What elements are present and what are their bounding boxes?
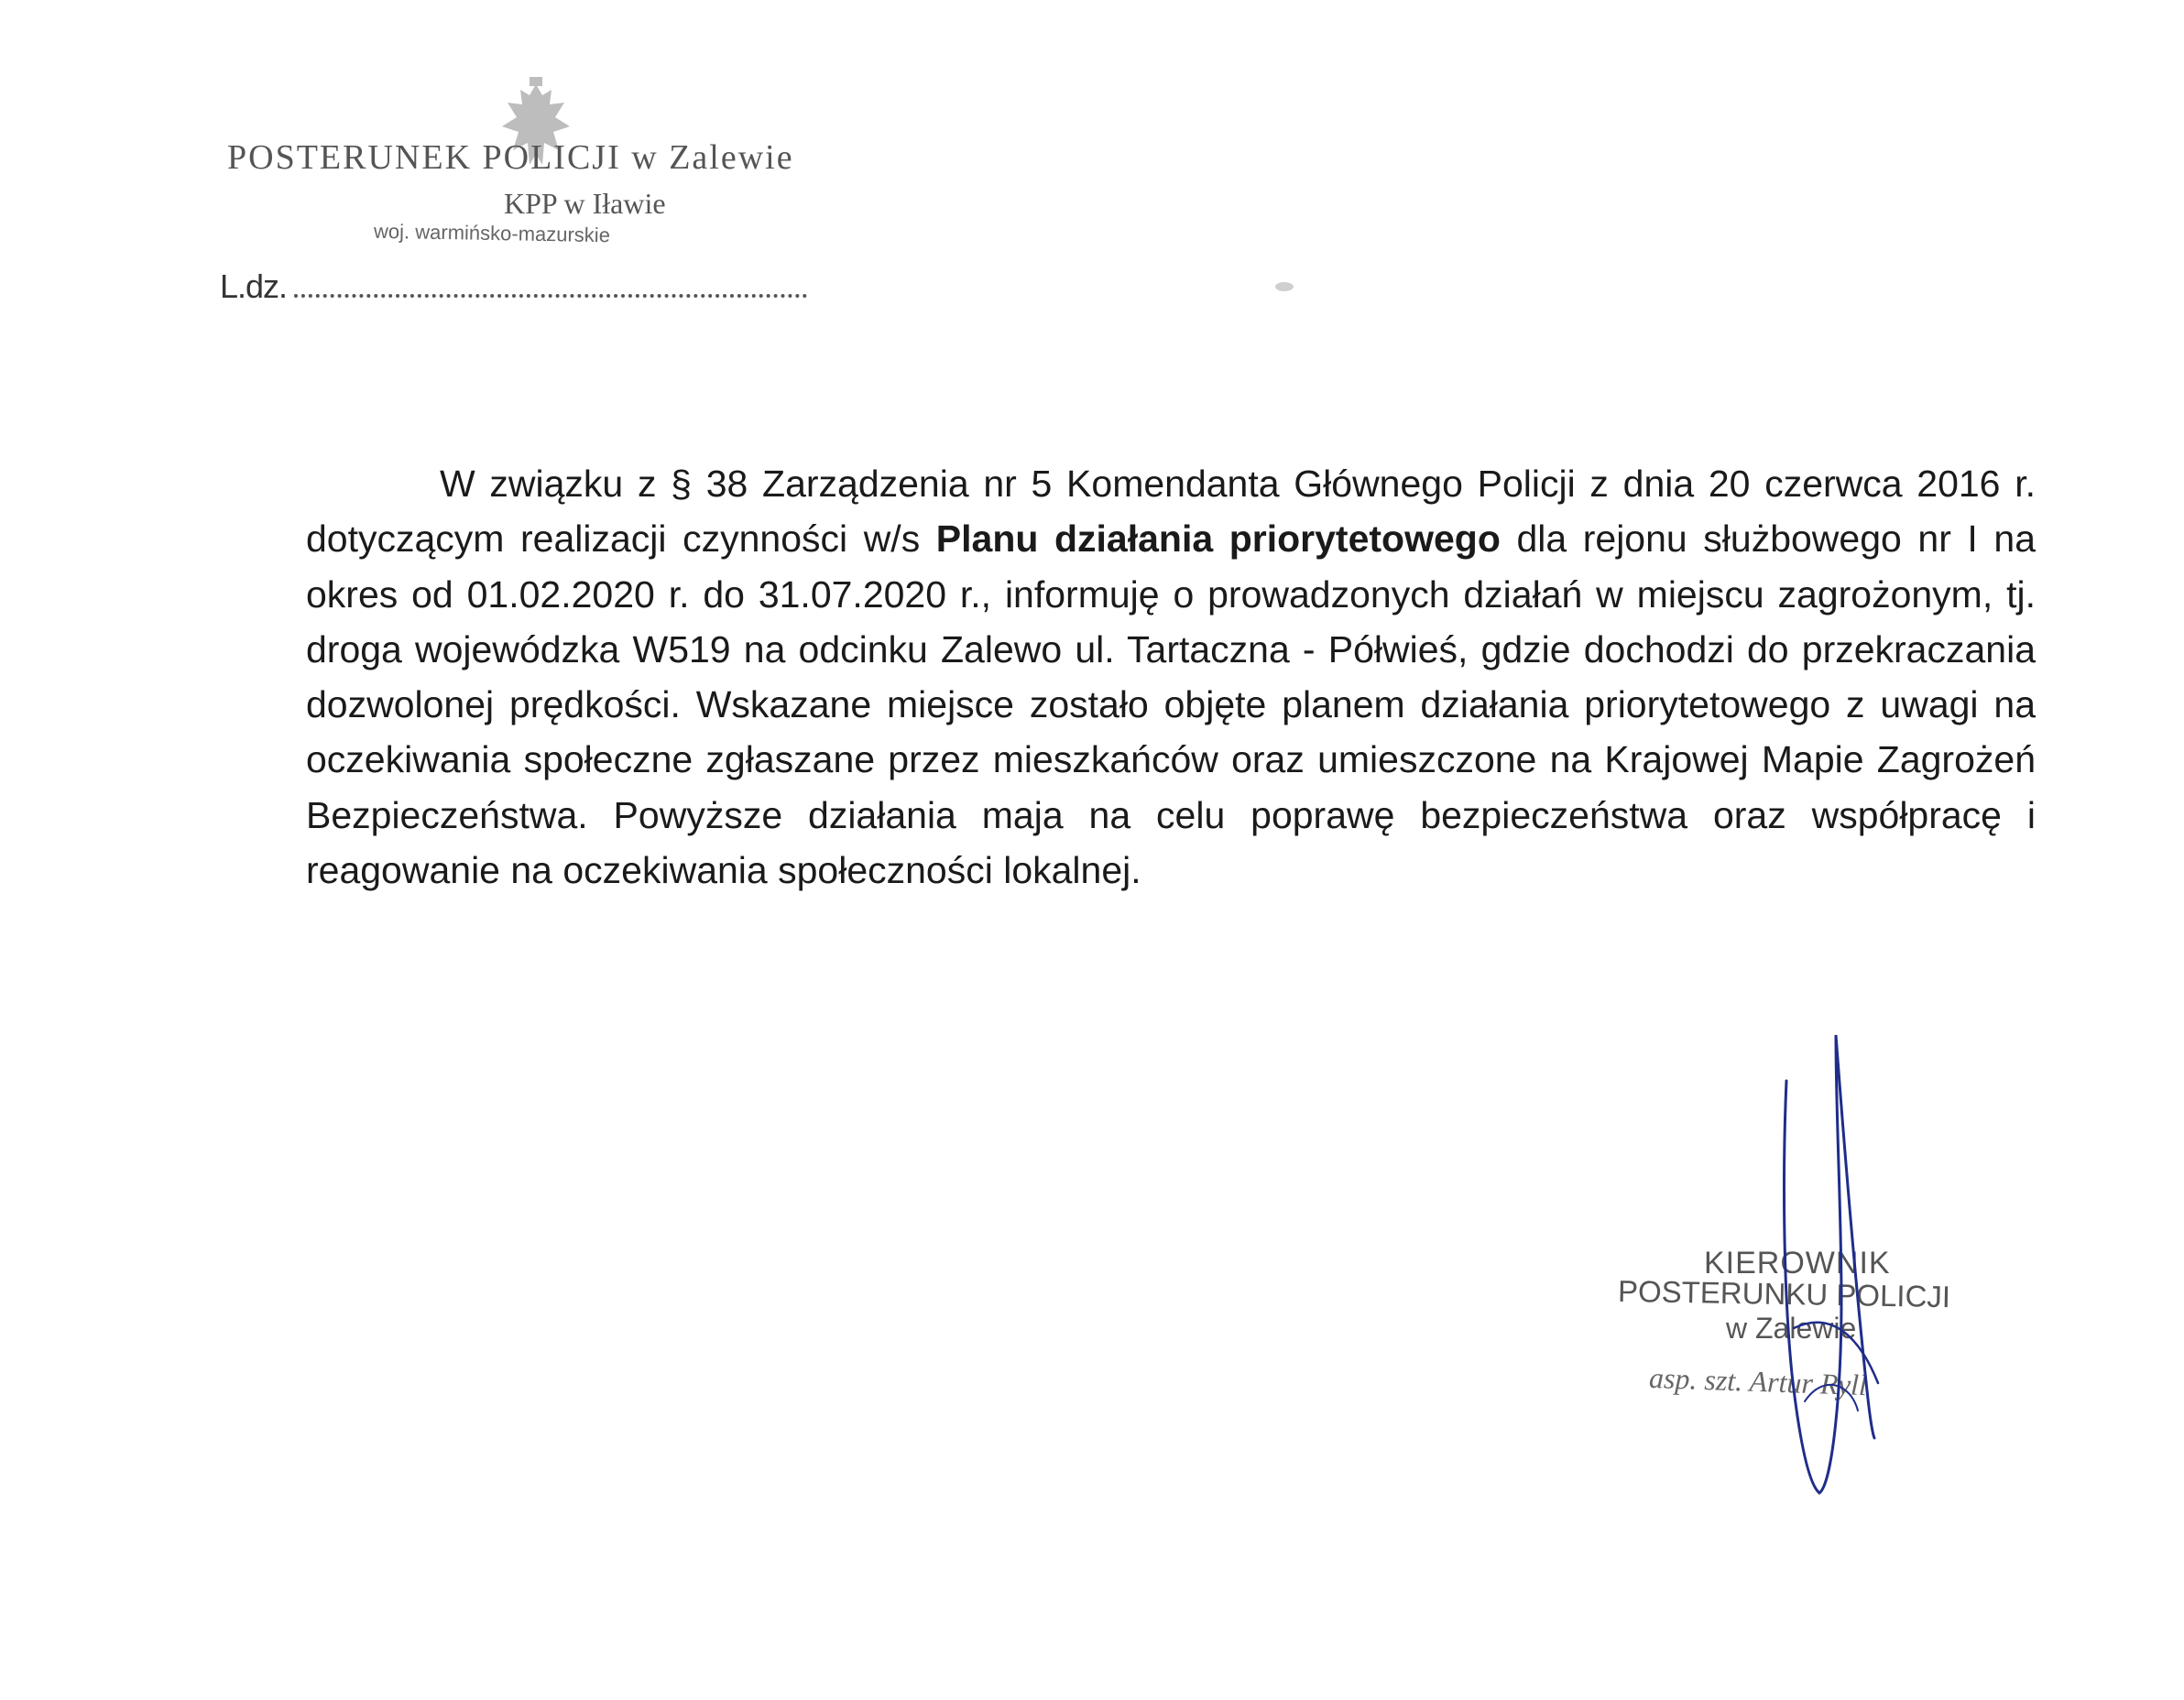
body-paragraph (306, 456, 2036, 898)
letter-body (306, 456, 2036, 898)
stamp-voivodeship: woj. warmińsko-mazurskie (373, 219, 611, 247)
body-text-bold: Planu działania priorytetowego (935, 518, 1501, 561)
body-text-part2: dla rejonu służbowego nr I na okres od 01.02.2020 r. do 31.07.2020 r., informuję o prowadzonych działań w miejscu zagrożonym, tj. droga wojewódzka W519 na odcinku Zalewo ul. Tartaczna - Półwieś, gdzie dochodzi do przekraczania dozwolonej prędkości. Wskazane miejsce zostało objęte planem działania priorytetowego z uwagi na oczekiwania społeczne zgłaszane przez mieszkańców oraz umieszczone na Krajowej Mapie Zagrożeń Bezpieczeństwa. Powyższe działania maja na celu poprawę bezpieczeństwa oraz współpracę i reagowanie na oczekiwania społeczności lokalnej. (306, 518, 2037, 892)
signature-unit: POSTERUNKU POLICJI (1617, 1273, 1951, 1314)
signature-name: asp. szt. Artur Ryll (1648, 1360, 1868, 1402)
stamp-station-name: POSTERUNEK POLICJI w Zalewie (227, 138, 794, 177)
scan-speck (1275, 282, 1294, 291)
reference-number-line (220, 267, 843, 313)
signature-title: KIEROWNIK (1704, 1246, 1891, 1280)
dotted-fill-line (294, 290, 807, 298)
signature-stamp (1612, 1008, 2034, 1502)
header-stamp (220, 77, 843, 260)
ldz-label: L.dz. (220, 267, 288, 305)
stamp-district: KPP w Iławie (504, 187, 666, 220)
signature-location: w Zalewie (1726, 1312, 1857, 1345)
body-text-part1: W związku z § 38 Zarządzenia nr 5 Komendanta Głównego Policji z dnia 20 czerwca 2016 r. dotyczącym realizacji czynności w/s (306, 463, 2036, 561)
handwritten-signature-icon (1612, 1008, 2034, 1502)
